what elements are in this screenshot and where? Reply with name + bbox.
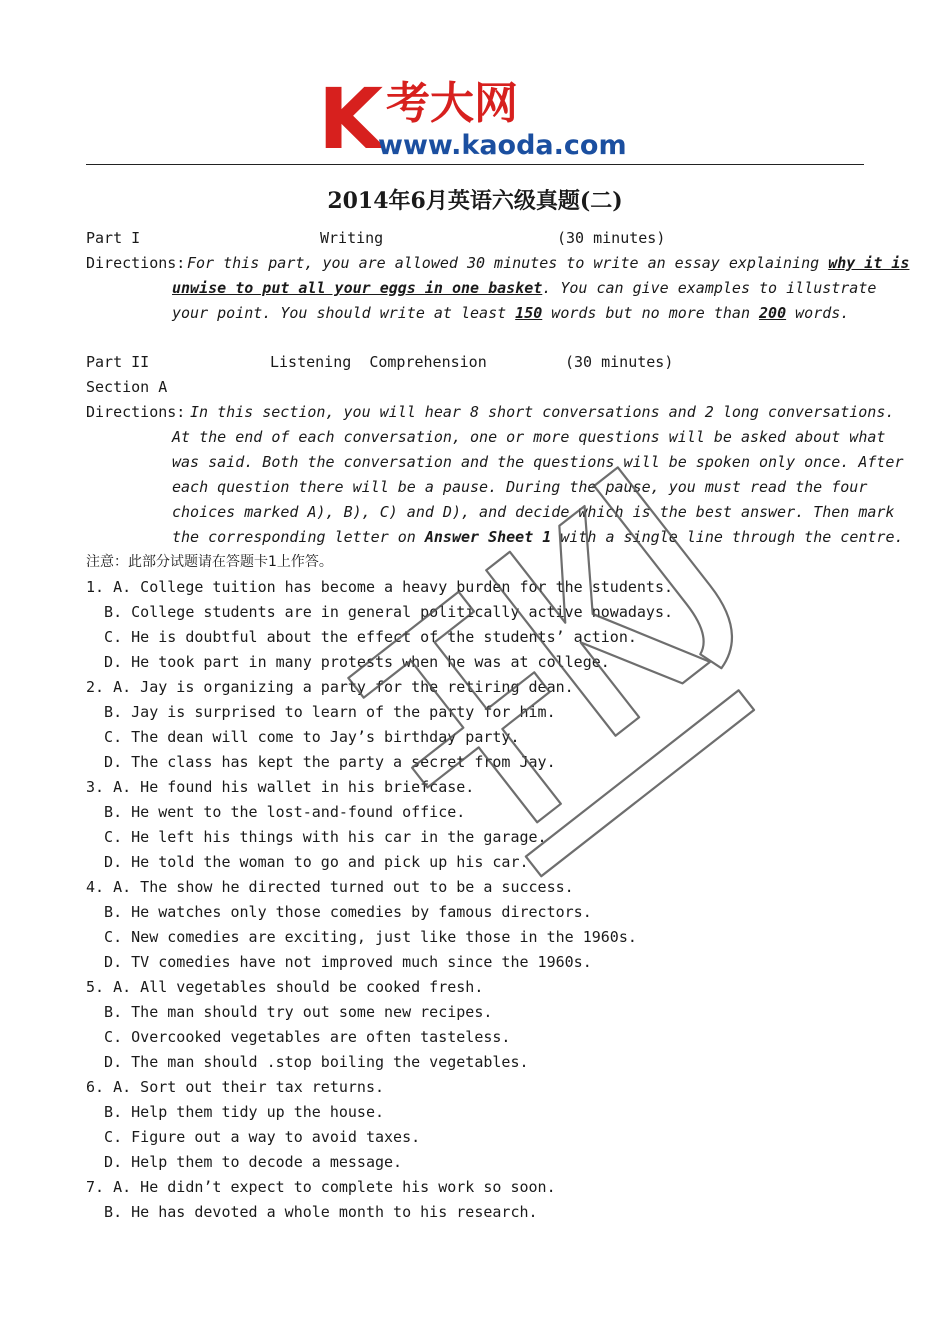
question-option: D. The man should .stop boiling the vegetables. xyxy=(86,1053,529,1071)
question-option: 1. A. College tuition has become a heavy burden for the students. xyxy=(86,578,673,596)
part2-directions-last-line xyxy=(172,527,904,547)
question-option: D. The class has kept the party a secret from Jay. xyxy=(86,753,556,771)
logo-url-text: www.kaoda.com xyxy=(378,130,627,161)
part2-directions-line: each question there will be a pause. During the pause, you must read the four xyxy=(172,478,868,496)
question-option: B. College students are in general politically active nowadays. xyxy=(86,603,673,621)
part1-label: Part I xyxy=(86,229,141,247)
question-option: C. The dean will come to Jay’s birthday party. xyxy=(86,728,520,746)
part2-text: with a single line through the centre. xyxy=(551,528,904,546)
part2-directions-line: choices marked A), B), C) and D), and decide which is the best answer. Then mark xyxy=(172,503,895,521)
part2-directions-line: At the end of each conversation, one or more questions will be asked about what xyxy=(172,428,886,446)
answer-sheet-ref: Answer Sheet 1 xyxy=(424,528,552,546)
question-option: 7. A. He didn’t expect to complete his work so soon. xyxy=(86,1178,556,1196)
part1-time: (30 minutes) xyxy=(557,229,666,247)
logo-k-glyph: K xyxy=(318,70,384,162)
page-title: 2014年6月英语六级真题(二) xyxy=(327,188,623,214)
part1-text: your point. You should write at least xyxy=(172,304,516,322)
question-option: 5. A. All vegetables should be cooked fresh. xyxy=(86,978,484,996)
essay-topic-cont: unwise to put all your eggs in one basket xyxy=(172,279,543,297)
answer-note: 注意：此部分试题请在答题卡1上作答。 xyxy=(86,554,333,570)
question-option: B. He has devoted a whole month to his research. xyxy=(86,1203,538,1221)
question-option: 3. A. He found his wallet in his briefcase. xyxy=(86,778,475,796)
question-option: D. He took part in many protests when he was at college. xyxy=(86,653,610,671)
question-option: B. He went to the lost-and-found office. xyxy=(86,803,466,821)
part1-text: words. xyxy=(786,304,850,322)
question-option: D. He told the woman to go and pick up his car. xyxy=(86,853,529,871)
question-option: B. The man should try out some new recipes. xyxy=(86,1003,493,1021)
part1-text: words but no more than xyxy=(542,304,760,322)
part2-directions-line: In this section, you will hear 8 short conversations and 2 long conversations. xyxy=(190,403,895,421)
part1-text: For this part, you are allowed 30 minutes to write an essay explaining xyxy=(187,254,829,272)
question-option: C. Figure out a way to avoid taxes. xyxy=(86,1128,421,1146)
question-option: B. Help them tidy up the house. xyxy=(86,1103,385,1121)
part1-text: . You can give examples to illustrate xyxy=(542,279,877,297)
header-divider xyxy=(86,164,864,165)
question-option: 6. A. Sort out their tax returns. xyxy=(86,1078,385,1096)
question-option: D. Help them to decode a message. xyxy=(86,1153,403,1171)
max-words: 200 xyxy=(759,304,787,322)
question-option: B. He watches only those comedies by famous directors. xyxy=(86,903,592,921)
part1-name: Writing xyxy=(320,229,384,247)
part1-directions-line2 xyxy=(172,278,877,298)
logo-brand-text: 考大网 xyxy=(386,78,518,129)
kaoda-logo-image xyxy=(318,70,648,162)
part2-name: Listening Comprehension xyxy=(270,353,487,371)
question-option: C. Overcooked vegetables are often tasteless. xyxy=(86,1028,511,1046)
part2-directions-line: was said. Both the conversation and the questions will be spoken only once. After xyxy=(172,453,904,471)
min-words: 150 xyxy=(515,304,543,322)
part1-directions-line3 xyxy=(172,303,849,323)
part2-text: the corresponding letter on xyxy=(172,528,425,546)
section-label: Section A xyxy=(86,378,168,396)
part2-label: Part II xyxy=(86,353,150,371)
part2-directions-label: Directions: xyxy=(86,403,186,421)
question-option: D. TV comedies have not improved much since the 1960s. xyxy=(86,953,592,971)
essay-topic: why it is xyxy=(828,254,910,272)
part2-time: (30 minutes) xyxy=(565,353,674,371)
question-option: 4. A. The show he directed turned out to be a success. xyxy=(86,878,574,896)
question-option: C. New comedies are exciting, just like those in the 1960s. xyxy=(86,928,637,946)
part1-directions-label: Directions: xyxy=(86,254,186,272)
question-option: B. Jay is surprised to learn of the party for him. xyxy=(86,703,556,721)
kaoda-logo xyxy=(318,70,648,162)
question-option: C. He left his things with his car in the garage. xyxy=(86,828,547,846)
part1-directions-line1 xyxy=(187,253,910,273)
question-option: 2. A. Jay is organizing a party for the retiring dean. xyxy=(86,678,574,696)
question-option: C. He is doubtful about the effect of the students’ action. xyxy=(86,628,637,646)
